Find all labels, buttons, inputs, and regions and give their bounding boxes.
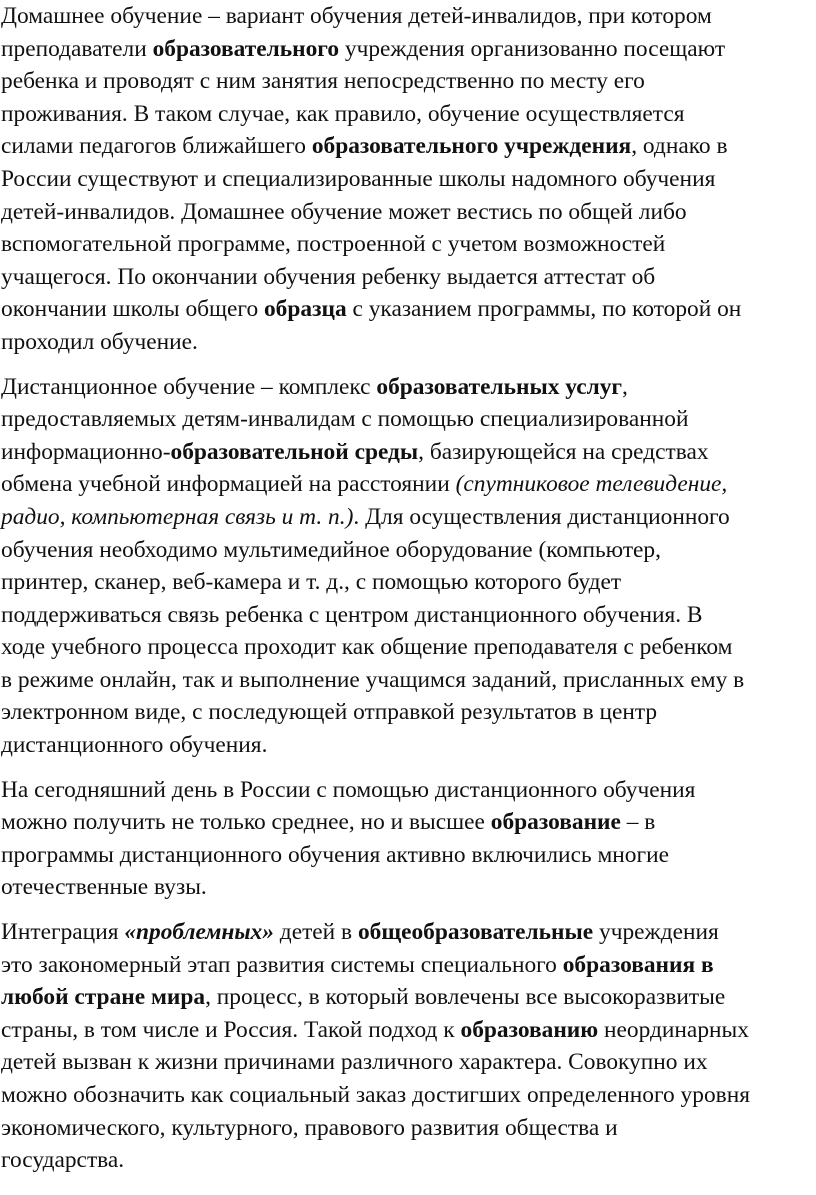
text-run: неординарных	[598, 1016, 749, 1043]
text-run: учащегося. По окончании обучения ребенку выдается аттестат об	[1, 263, 656, 290]
text-line	[1, 436, 809, 469]
text-line	[1, 981, 809, 1014]
text-run: вспомогательной программе, построенной с учетом возможностей	[1, 231, 666, 258]
text-run: можно обозначить как социальный заказ достигших определенного уровня	[1, 1082, 750, 1108]
text-run: На сегодняшний день в России с помощью дистанционного обучения	[1, 776, 696, 803]
text-run: силами педагогов ближайшего	[1, 133, 312, 160]
text-line	[1, 631, 809, 664]
bold-text: образовательных услуг	[376, 373, 623, 400]
text-run: обучения необходимо мультимедийное оборудование (компьютер,	[1, 536, 661, 563]
text-run: учреждения	[593, 919, 719, 946]
text-line	[1, 196, 809, 229]
text-run: . Для осуществления дистанционного	[353, 503, 730, 530]
bold-text: образца	[263, 296, 347, 323]
bold-text: образование	[490, 809, 621, 836]
bold-text: общеобразовательные	[357, 919, 594, 946]
text-run: проходил обучение.	[1, 328, 198, 355]
text-line	[1, 949, 809, 982]
text-run: дистанционного обучения.	[1, 732, 268, 759]
text-run: – в	[620, 809, 656, 836]
text-run: это закономерный этап развития системы специального	[1, 951, 563, 978]
text-line	[1, 293, 809, 326]
text-run: Интеграция	[1, 919, 125, 946]
text-run: поддерживаться связь ребенка с центром дистанционного обучения. В	[1, 601, 703, 628]
text-line	[1, 98, 809, 131]
text-line	[1, 916, 809, 949]
text-run: , однако в	[631, 133, 728, 160]
text-run: ребенка и проводят с ним занятия непосредственно по месту его	[1, 68, 645, 95]
text-run: детей-инвалидов. Домашнее обучение может вестись по общей либо	[1, 198, 687, 225]
text-run: Дистанционное обучение – комплекс	[1, 373, 377, 400]
text-run: государства.	[1, 1147, 125, 1174]
text-line	[1, 534, 809, 567]
text-run: детей вызван к жизни причинами различного характера. Совокупно их	[1, 1049, 708, 1076]
russia-distance-paragraph	[1, 774, 809, 904]
text-line	[1, 664, 809, 697]
paragraph-gap	[1, 904, 809, 916]
text-line	[1, 228, 809, 261]
text-run: проживания. В таком случае, как правило, обучение осуществляется	[1, 100, 685, 127]
italic-text: (спутниковое телевидение,	[455, 471, 728, 498]
text-run: преподаватели	[1, 35, 153, 62]
text-run: обмена учебной информацией на расстоянии	[1, 471, 456, 498]
text-line	[1, 696, 809, 729]
bold-text: образования в	[562, 951, 714, 978]
bold-text: образовательного учреждения	[311, 133, 632, 160]
text-line	[1, 729, 809, 762]
text-run: принтер, сканер, веб-камера и т. д., с помощью которого будет	[1, 569, 622, 596]
text-line	[1, 326, 809, 359]
text-line	[1, 774, 809, 807]
bold-text	[124, 919, 274, 945]
text-line	[1, 468, 809, 501]
text-run: , процесс, в который вовлечены все высокоразвитые	[205, 984, 726, 1011]
text-line	[1, 33, 809, 66]
text-line	[1, 261, 809, 294]
text-line	[1, 1014, 809, 1047]
text-run: предоставляемых детям-инвалидам с помощью специализированной	[1, 406, 689, 433]
text-line	[1, 1079, 809, 1112]
home-education-paragraph	[1, 0, 809, 359]
distance-education-paragraph	[1, 371, 809, 762]
paragraph-gap	[1, 359, 809, 371]
text-line	[1, 1112, 809, 1145]
text-run: Домашнее обучение – вариант обучения детей-инвалидов, при котором	[1, 3, 712, 29]
text-line	[1, 403, 809, 436]
bold-text: образовательного	[152, 35, 340, 62]
text-run: окончании школы общего	[1, 296, 264, 323]
text-run: детей в	[273, 919, 358, 946]
text-run: ,	[622, 373, 628, 400]
text-line	[1, 130, 809, 163]
bold-text: образованию	[460, 1016, 599, 1043]
text-line	[1, 566, 809, 599]
bold-text: образовательной среды	[170, 438, 419, 465]
text-run: ходе учебного процесса проходит как общение преподавателя с ребенком	[1, 634, 733, 661]
document-page	[1, 0, 809, 1177]
emphasis-text: «проблемных»	[124, 919, 274, 946]
text-line	[1, 65, 809, 98]
text-run: в режиме онлайн, так и выполнение учащимся заданий, присланных ему в	[1, 666, 745, 693]
bold-text: любой стране мира	[1, 984, 206, 1011]
text-line	[1, 599, 809, 632]
text-line	[1, 1144, 809, 1177]
text-run: информационно-	[1, 438, 171, 465]
text-run: отечественные вузы.	[1, 874, 207, 901]
paragraph-gap	[1, 762, 809, 774]
text-run: учреждения организованно посещают	[339, 35, 726, 62]
text-line	[1, 839, 809, 872]
integration-paragraph	[1, 916, 809, 1177]
text-run: , базирующейся на средствах	[418, 438, 709, 465]
text-run: с указанием программы, по которой он	[346, 296, 742, 323]
text-run: можно получить не только среднее, но и высшее	[1, 809, 491, 836]
text-run: страны, в том числе и Россия. Такой подход к	[1, 1016, 461, 1043]
text-run: электронном виде, с последующей отправкой результатов в центр	[1, 699, 658, 726]
text-line	[1, 1046, 809, 1079]
text-line	[1, 371, 809, 404]
text-line	[1, 871, 809, 904]
text-line	[1, 163, 809, 196]
text-line	[1, 0, 809, 33]
text-run: России существуют и специализированные школы надомного обучения	[1, 165, 716, 192]
text-run: экономического, культурного, правового развития общества и	[1, 1114, 618, 1141]
text-line	[1, 806, 809, 839]
text-line	[1, 501, 809, 534]
italic-text: радио, компьютерная связь и т. п.)	[1, 503, 354, 530]
text-run: программы дистанционного обучения активно включились многие	[1, 841, 669, 868]
